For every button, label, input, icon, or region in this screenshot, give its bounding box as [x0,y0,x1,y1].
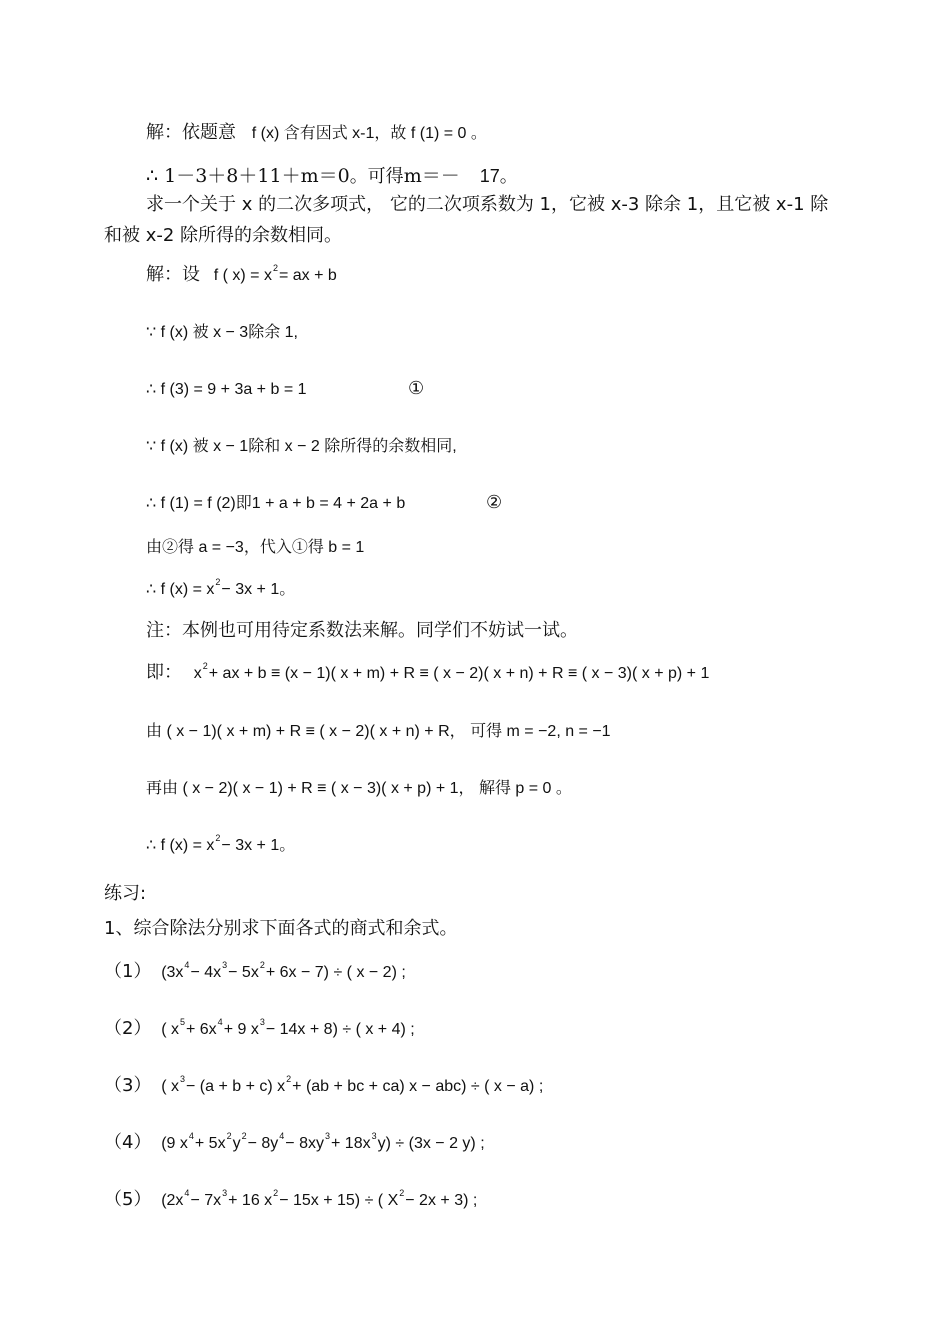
math: ( $x^3- (a + b + c)$ $x^2+ (ab$ + bc + ca) x − abc) ÷ ( x − a) ; [161,1074,544,1095]
exercise-item-2 [104,1017,415,1042]
solution-setup [146,263,337,288]
answer-2 [146,833,295,858]
math: ∵ f (x) 被 x − 3除余 1, [146,324,298,341]
math: (9 $x^4+ 5x^2y^2- 8y^4- 8xy^3+ 18x^3y) \div (3x - 2$ y) ; [161,1131,485,1152]
text: 注：本例也可用待定系数法来解。同学们不妨试一试。 [146,620,578,641]
math: f ( $x) = x^2=$ ax + b [213,263,337,284]
exercise-item-4 [104,1131,485,1156]
item-number: （5） [104,1189,152,1210]
item-number: （4） [104,1132,152,1153]
text: 。可得 [349,166,404,187]
math: 由 ( x − 1)( x + m) + R ≡ ( x − 2)( x + n) + R， 可得 m = −2, n = −1 [146,723,611,740]
equation-2 [146,491,503,516]
exercise-item-5 [104,1188,477,1213]
math: $x^2+$ ax + b ≡ (x − 1)( x + m) + R ≡ ( x − 2)( x + n) + R ≡ ( x − 3)( x + p) + 1 [193,661,710,682]
math: 由②得 a = −3，代入①得 b = 1 [146,539,365,556]
math: ∴ 1－3＋8＋11＋m＝0 [146,165,350,187]
circled-two-mark: ② [486,492,503,513]
item-number: （3） [104,1075,152,1096]
math: ∴ f (3) = 9 + 3a + b = 1 [146,381,307,398]
equation-1 [146,377,425,402]
math: $(3x^4- 4x^3- 5x^2+ 6x - 7)$ ÷ ( x − 2) ; [161,960,406,981]
math: ∴ f $(x) = x^2- 3x + 1$。 [146,577,296,598]
identity-solve-1 [146,719,611,744]
item-number: （1） [104,961,152,982]
math: f (x) 含有因式 x-1，故 f (1) = 0 。 [251,125,487,142]
math: 17。 [479,166,518,186]
solution-line-2 [146,164,518,189]
math: ( $x^5+ 6x^4+ 9$ $x^3- 14x + 8$) ÷ ( x + 4) ; [161,1017,415,1038]
math: ∵ f (x) 被 x − 1除和 x − 2 除所得的余数相同, [146,438,457,455]
text: 解：依题意 [146,122,236,143]
math: m＝－ [403,165,460,187]
math: ∴ f (1) = f (2)即1 + a + b = 4 + 2a + b [146,495,406,512]
math: ($2x^4- 7x^3+ 16$ $x^2- 15x + 15$) ÷ ( $X^2- 2x + 3$) ; [161,1188,478,1209]
identity-solve-2 [146,776,572,801]
note-line [146,619,578,643]
exercise-item-1 [104,960,406,985]
text: 即： [146,662,182,683]
answer-1 [146,577,295,602]
exercise-title: 练习: [104,883,147,904]
condition-2 [146,434,457,459]
text: 解：设 [146,264,200,285]
math: ∴ f $(x) = x^2- 3x + 1$。 [146,833,296,854]
problem-statement: 求一个关于 x 的二次多项式， 它的二次项系数为 1，它被 x-3 除余 1，且它被 x-1 除和被 x-2 除所得的余数相同。 [104,194,829,246]
condition-1 [146,320,298,345]
exercise-question-1: 1、综合除法分别求下面各式的商式和余式。 [104,918,458,939]
math: 再由 ( x − 2)( x − 1) + R ≡ ( x − 3)( x + p) + 1， 解得 p = 0 。 [146,780,572,797]
circled-one-mark: ① [408,378,425,399]
exercise-item-3 [104,1074,543,1099]
solve-result [146,535,364,560]
identity-line [146,661,709,686]
solution-line-1 [146,121,487,146]
item-number: （2） [104,1018,152,1039]
